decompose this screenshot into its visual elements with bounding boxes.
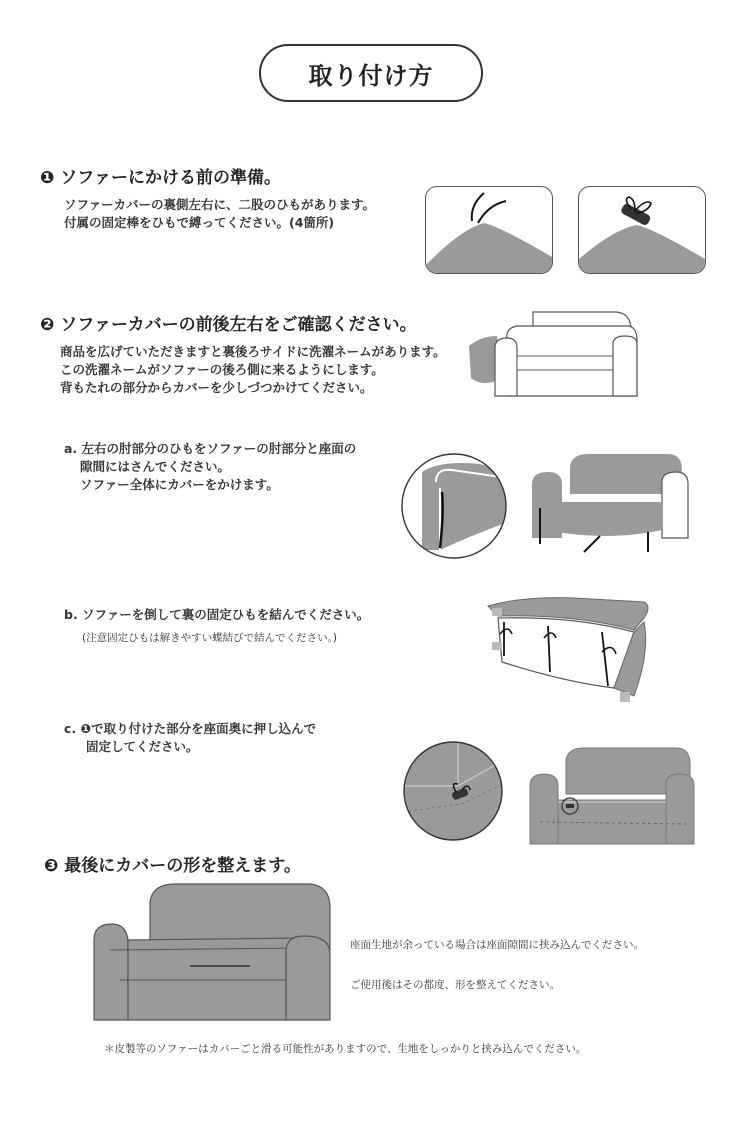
tied-rod-illustration — [578, 186, 706, 274]
page-title: 取り付け方 — [259, 44, 483, 102]
final-sofa-illustration — [90, 880, 340, 1030]
step1-line2: 付属の固定棒をひもで縛ってください。(4箇所) — [64, 215, 335, 230]
step3-line2: ご使用後はその都度、形を整えてください。 — [350, 979, 560, 991]
armrest-strap-closeup — [400, 452, 508, 560]
step3-line1: 座面生地が余っている場合は座面隙間に挟み込んでください。 — [350, 939, 644, 951]
strap-illustration — [425, 186, 553, 274]
footnote: ＊皮製等のソファーはカバーごと滑る可能性がありますので、生地をしっかりと挟み込んでください。 — [104, 1043, 587, 1055]
sofa-with-cover-illustration — [465, 308, 640, 403]
step2-line1: 商品を広げていただきますと裏後ろサイドに洗濯ネームがあります。 — [60, 344, 446, 359]
step2a-line3: ソファー全体にカバーをかけます。 — [80, 477, 279, 492]
step2a-line1: a. 左右の肘部分のひもをソファーの肘部分と座面の — [64, 441, 357, 456]
step1-heading: ❶ ソファーにかける前の準備。 — [40, 168, 281, 188]
step3-heading: ❸ 最後にカバーの形を整えます。 — [44, 856, 301, 876]
step2c-line2: 固定してください。 — [86, 739, 199, 754]
step2-heading: ❷ ソファーカバーの前後左右をご確認ください。 — [40, 315, 417, 335]
seat-corner-closeup — [402, 740, 504, 842]
sofa-upside-down-illustration — [484, 592, 654, 710]
step2-line2: この洗濯ネームがソファーの後ろ側に来るようにします。 — [60, 362, 384, 377]
step1-line1: ソファーカバーの裏側左右に、二股のひもがあります。 — [64, 197, 376, 212]
step2b-line1: b. ソファーを倒して裏の固定ひもを結んでください。 — [64, 607, 370, 622]
step2-line3: 背もたれの部分からカバーを少しづつかけてください。 — [60, 380, 373, 395]
step2b-line2: (注意固定ひもは解きやすい蝶結びで結んでください。) — [82, 632, 337, 644]
sofa-rod-inserted-illustration — [526, 744, 696, 854]
sofa-covered-illustration — [526, 450, 690, 560]
step2a-line2: 隙間にはさんでください。 — [80, 459, 231, 474]
step2c-line1: c. ❶で取り付けた部分を座面奥に押し込んで — [64, 721, 317, 736]
